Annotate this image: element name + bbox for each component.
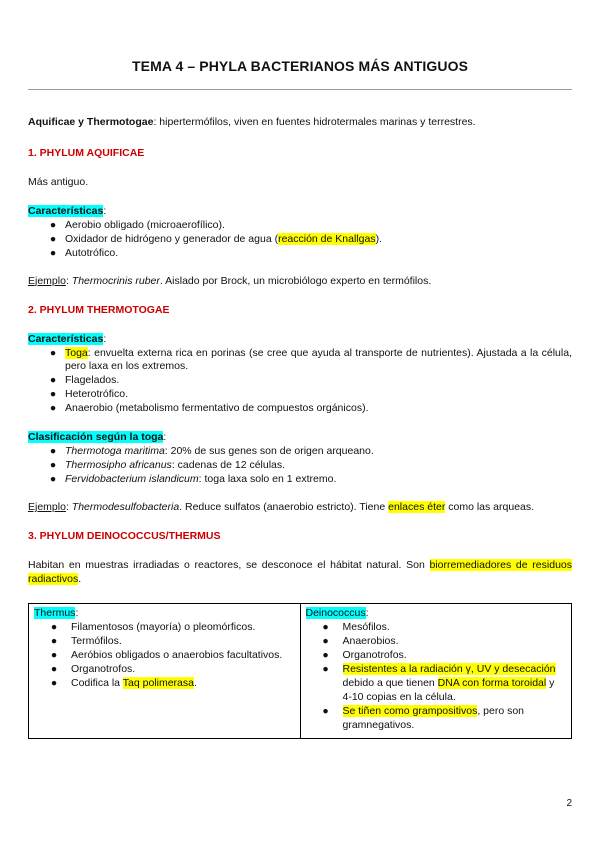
example-text: como las arqueas.: [445, 501, 535, 514]
bullet-icon: ●: [322, 662, 329, 675]
section-heading-deinococcus: 3. PHYLUM DEINOCOCCUS/THERMUS: [28, 530, 221, 543]
item-text: Codifica la: [71, 676, 123, 689]
list-item: [28, 374, 572, 388]
classification-label: [28, 431, 572, 445]
item-text: Anaerobios.: [342, 634, 399, 647]
bullet-icon: ●: [49, 473, 57, 486]
colon: :: [163, 431, 167, 444]
item-text: : envuelta externa rica en porinas (se cree que ayuda al transporte de nutrientes). Ajustada a la célula, pero laxa en los extremos.: [65, 346, 572, 373]
list-item: [34, 621, 295, 635]
bullet-icon: ●: [49, 232, 57, 245]
colon: :: [65, 274, 72, 287]
bullet-icon: ●: [322, 704, 329, 717]
page-title: TEMA 4 – PHYLA BACTERIANOS MÁS ANTIGUOS: [131, 58, 469, 74]
bullet-icon: ●: [50, 620, 58, 633]
aquificae-example: [28, 275, 572, 289]
item-text: Termófilos.: [71, 634, 122, 647]
thermus-list: [34, 621, 295, 691]
table-row: [29, 603, 572, 738]
species-name: Thermosipho africanus: [65, 459, 172, 472]
bullet-icon: ●: [322, 648, 329, 661]
thermus-label: [34, 607, 295, 621]
list-item: [28, 247, 572, 261]
bullet-icon: ●: [49, 388, 57, 401]
deinococcus-paragraph: [28, 559, 572, 587]
deinococcus-label: [306, 607, 567, 621]
colon: :: [103, 332, 107, 345]
list-item: [306, 705, 567, 733]
classification-label-text: Clasificación según la toga: [28, 431, 164, 444]
list-item: [28, 402, 572, 416]
colon: :: [65, 501, 72, 514]
bullet-icon: ●: [50, 676, 58, 689]
example-label: Ejemplo: [28, 274, 66, 287]
page-number: 2: [566, 798, 572, 809]
item-text: Organotrofos.: [342, 648, 407, 661]
bullet-icon: ●: [49, 218, 57, 231]
item-text: Anaerobio (metabolismo fermentativo de compuestos orgánicos).: [65, 402, 369, 415]
list-item: [306, 635, 567, 649]
list-item: [306, 663, 567, 705]
list-item: [28, 347, 572, 375]
item-text: Flagelados.: [65, 374, 120, 387]
list-item: [28, 233, 572, 247]
bullet-icon: ●: [49, 459, 57, 472]
aquificae-characteristics-label: [28, 205, 572, 219]
intro-text: : hipertermófilos, viven en fuentes hidrotermales marinas y terrestres.: [153, 116, 476, 128]
comparison-table: [28, 603, 572, 739]
item-text: y 4-10 copias en la célula.: [342, 676, 555, 703]
thermotogae-characteristics-list: [28, 347, 572, 417]
list-item: [34, 663, 295, 677]
species-name: Thermotoga maritima: [65, 445, 165, 458]
species-name: Thermocrinis ruber: [71, 274, 160, 287]
item-text: , pero son gramnegativos.: [342, 704, 525, 731]
highlight-bioremediators: biorremediadores de residuos radiactivos: [28, 559, 572, 585]
aquificae-characteristics-list: [28, 219, 572, 261]
highlight-resistance: Resistentes a la radiación γ, UV y desecación: [342, 662, 556, 675]
thermus-cell: [29, 603, 301, 738]
list-item: [28, 388, 572, 402]
list-item: [28, 445, 572, 459]
list-item: [34, 677, 295, 691]
aquificae-note: Más antiguo.: [28, 175, 89, 188]
item-text: Filamentosos (mayoría) o pleomórficos.: [71, 620, 256, 633]
species-name: Thermodesulfobacteria: [71, 501, 180, 514]
thermotogae-characteristics-label: [28, 333, 572, 347]
item-text: Aeróbios obligados o anaerobios facultativos.: [71, 648, 283, 661]
colon: :: [103, 204, 107, 217]
item-text: Organotrofos.: [71, 662, 136, 675]
classification-list: [28, 445, 572, 487]
highlight-toga: Toga: [65, 346, 88, 359]
item-text: debido a que tienen: [342, 676, 438, 689]
highlight-toroidal-dna: DNA con forma toroidal: [437, 676, 547, 689]
item-text: : toga laxa solo en 1 extremo.: [198, 473, 337, 486]
cell-title: Thermus: [34, 606, 76, 619]
list-item: [306, 649, 567, 663]
item-text: Heterotrófico.: [65, 388, 129, 401]
colon: :: [365, 606, 369, 619]
item-text: Mesófilos.: [342, 620, 390, 633]
example-text: . Aislado por Brock, un microbiólogo experto en termófilos.: [159, 274, 432, 287]
colon: :: [75, 606, 79, 619]
bullet-icon: ●: [322, 620, 329, 633]
list-item: [34, 649, 295, 663]
paragraph-text: .: [78, 572, 82, 585]
bullet-icon: ●: [49, 346, 57, 359]
intro-bold: Aquificae y Thermotogae: [28, 116, 154, 128]
list-item: [34, 635, 295, 649]
list-item: [28, 219, 572, 233]
document-page: [28, 0, 572, 848]
bullet-icon: ●: [322, 634, 329, 647]
deinococcus-list: [306, 621, 567, 733]
highlight-ether-bonds: enlaces éter: [388, 501, 446, 514]
intro-paragraph: [28, 116, 572, 130]
deinococcus-cell: [300, 603, 572, 738]
item-text: : 20% de sus genes son de origen arqueano.: [164, 445, 374, 458]
characteristics-label: Características: [28, 204, 104, 217]
item-text: ).: [375, 232, 382, 245]
list-item: [306, 621, 567, 635]
example-label: Ejemplo: [28, 501, 66, 514]
item-text: .: [193, 676, 197, 689]
section-heading-thermotogae: 2. PHYLUM THERMOTOGAE: [28, 303, 170, 316]
item-text: Autotrófico.: [65, 246, 119, 259]
cell-title: Deinococcus: [305, 606, 366, 619]
highlight-taq: Taq polimerasa: [122, 676, 194, 689]
bullet-icon: ●: [50, 662, 58, 675]
item-text: : cadenas de 12 células.: [171, 459, 286, 472]
item-text: Aerobio obligado (microaerofílico).: [65, 218, 225, 231]
title-divider: [28, 89, 572, 90]
list-item: [28, 473, 572, 487]
list-item: [28, 459, 572, 473]
highlight-gram-stain: Se tiñen como grampositivos: [342, 704, 478, 717]
bullet-icon: ●: [49, 445, 57, 458]
bullet-icon: ●: [49, 374, 57, 387]
document-body: [28, 116, 572, 739]
section-heading-aquificae: 1. PHYLUM AQUIFICAE: [28, 146, 145, 159]
highlight-knallgas: reacción de Knallgas: [278, 232, 376, 245]
example-text: . Reduce sulfatos (anaerobio estricto). Tiene: [179, 501, 389, 514]
bullet-icon: ●: [50, 634, 58, 647]
bullet-icon: ●: [49, 402, 57, 415]
bullet-icon: ●: [49, 246, 57, 259]
characteristics-label: Características: [28, 332, 104, 345]
species-name: Fervidobacterium islandicum: [65, 473, 199, 486]
thermotogae-example: [28, 501, 572, 515]
bullet-icon: ●: [50, 648, 58, 661]
paragraph-text: Habitan en muestras irradiadas o reactores, se desconoce el hábitat natural. Son: [28, 559, 430, 572]
item-text: Oxidador de hidrógeno y generador de agua (: [65, 232, 279, 245]
